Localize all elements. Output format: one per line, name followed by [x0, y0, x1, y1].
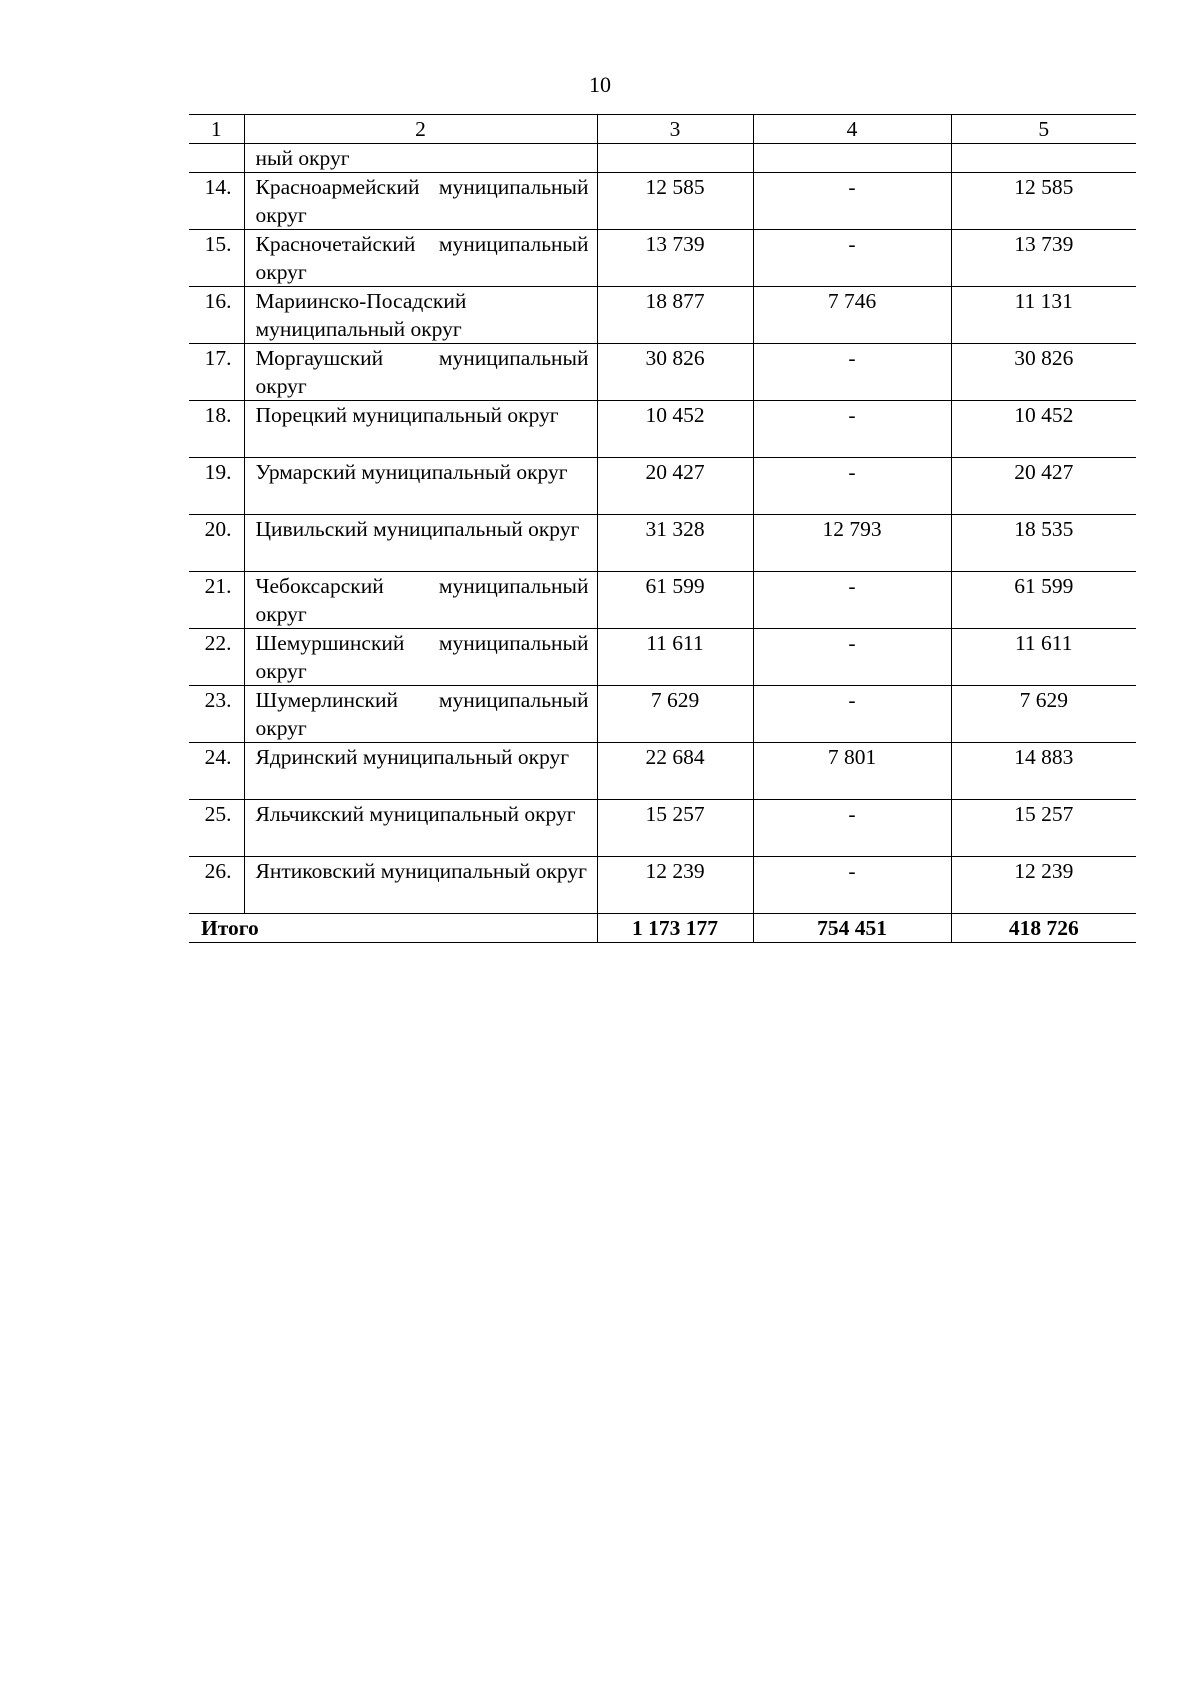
value-cell-col4: - [753, 344, 951, 401]
district-name-cell: Ядринский муниципальный округ [244, 743, 597, 800]
total-value-c3: 1 173 177 [597, 914, 753, 943]
table-header-row [189, 115, 1136, 144]
value-cell-col3: 22 684 [597, 743, 753, 800]
value-cell-col3: 31 328 [597, 515, 753, 572]
table-row [189, 173, 1136, 230]
value-cell-col5: 20 427 [951, 458, 1136, 515]
value-cell-col4: - [753, 173, 951, 230]
table-row [189, 287, 1136, 344]
value-cell-col3: 12 585 [597, 173, 753, 230]
district-name-cell: Мариинско-Посадский муниципальный округ [244, 287, 597, 344]
row-number-cell: 19. [189, 458, 244, 515]
row-number-cell: 23. [189, 686, 244, 743]
district-name-cell: Моргаушский муниципальный округ [244, 344, 597, 401]
value-cell-col5: 61 599 [951, 572, 1136, 629]
value-cell-col4: 7 801 [753, 743, 951, 800]
row-number-cell: 22. [189, 629, 244, 686]
table-row [189, 686, 1136, 743]
value-cell-col3: 10 452 [597, 401, 753, 458]
value-cell [951, 144, 1136, 173]
district-name-cell: Янтиковский муниципальный округ [244, 857, 597, 914]
total-label: Итого [189, 914, 597, 943]
row-number-cell [189, 144, 244, 173]
district-name-cell: ный округ [244, 144, 597, 173]
value-cell-col3: 12 239 [597, 857, 753, 914]
value-cell-col4: 7 746 [753, 287, 951, 344]
column-header: 5 [951, 115, 1136, 144]
total-value-c4: 754 451 [753, 914, 951, 943]
value-cell-col4: - [753, 572, 951, 629]
row-number-cell: 24. [189, 743, 244, 800]
row-number-cell: 18. [189, 401, 244, 458]
district-name-cell: Урмарский муниципальный округ [244, 458, 597, 515]
value-cell-col5: 15 257 [951, 800, 1136, 857]
row-number-cell: 25. [189, 800, 244, 857]
value-cell-col3: 11 611 [597, 629, 753, 686]
row-number-cell: 16. [189, 287, 244, 344]
row-number-cell: 14. [189, 173, 244, 230]
table-row [189, 743, 1136, 800]
column-header: 1 [189, 115, 244, 144]
value-cell-col5: 14 883 [951, 743, 1136, 800]
column-header: 2 [244, 115, 597, 144]
value-cell-col4: - [753, 629, 951, 686]
row-number-cell: 17. [189, 344, 244, 401]
district-name-cell: Цивильский муниципальный округ [244, 515, 597, 572]
value-cell-col5: 11 131 [951, 287, 1136, 344]
value-cell-col5: 11 611 [951, 629, 1136, 686]
row-number-cell: 26. [189, 857, 244, 914]
value-cell-col3: 18 877 [597, 287, 753, 344]
table-row [189, 401, 1136, 458]
table-row [189, 230, 1136, 287]
value-cell-col3: 7 629 [597, 686, 753, 743]
table-row [189, 629, 1136, 686]
column-header: 3 [597, 115, 753, 144]
value-cell-col4: - [753, 857, 951, 914]
table-row [189, 572, 1136, 629]
table-row [189, 344, 1136, 401]
district-name-cell: Красночетайский муниципальный округ [244, 230, 597, 287]
district-name-cell: Порецкий муниципальный округ [244, 401, 597, 458]
value-cell-col3: 61 599 [597, 572, 753, 629]
value-cell-col5: 30 826 [951, 344, 1136, 401]
value-cell-col4: - [753, 230, 951, 287]
total-row [189, 914, 1136, 943]
value-cell-col5: 7 629 [951, 686, 1136, 743]
value-cell-col5: 12 585 [951, 173, 1136, 230]
district-name-cell: Шумерлинский муниципальный округ [244, 686, 597, 743]
table-row [189, 857, 1136, 914]
continuation-row [189, 144, 1136, 173]
table-row [189, 458, 1136, 515]
district-name-cell: Шемуршинский муниципальный округ [244, 629, 597, 686]
table-row [189, 515, 1136, 572]
district-name-cell: Чебоксарский муниципальный округ [244, 572, 597, 629]
value-cell [753, 144, 951, 173]
value-cell-col5: 12 239 [951, 857, 1136, 914]
value-cell-col4: - [753, 800, 951, 857]
district-name-cell: Красноармейский муниципальный округ [244, 173, 597, 230]
row-number-cell: 20. [189, 515, 244, 572]
value-cell-col4: 12 793 [753, 515, 951, 572]
row-number-cell: 15. [189, 230, 244, 287]
value-cell-col5: 10 452 [951, 401, 1136, 458]
value-cell-col5: 18 535 [951, 515, 1136, 572]
value-cell-col4: - [753, 401, 951, 458]
page-number: 10 [589, 72, 611, 97]
value-cell-col3: 20 427 [597, 458, 753, 515]
value-cell-col3: 15 257 [597, 800, 753, 857]
value-cell-col3: 30 826 [597, 344, 753, 401]
table-row [189, 800, 1136, 857]
column-header: 4 [753, 115, 951, 144]
district-name-cell: Яльчикский муниципальный округ [244, 800, 597, 857]
value-cell-col5: 13 739 [951, 230, 1136, 287]
district-table [189, 114, 1136, 943]
value-cell-col3: 13 739 [597, 230, 753, 287]
value-cell [597, 144, 753, 173]
value-cell-col4: - [753, 458, 951, 515]
value-cell-col4: - [753, 686, 951, 743]
row-number-cell: 21. [189, 572, 244, 629]
total-value-c5: 418 726 [951, 914, 1136, 943]
